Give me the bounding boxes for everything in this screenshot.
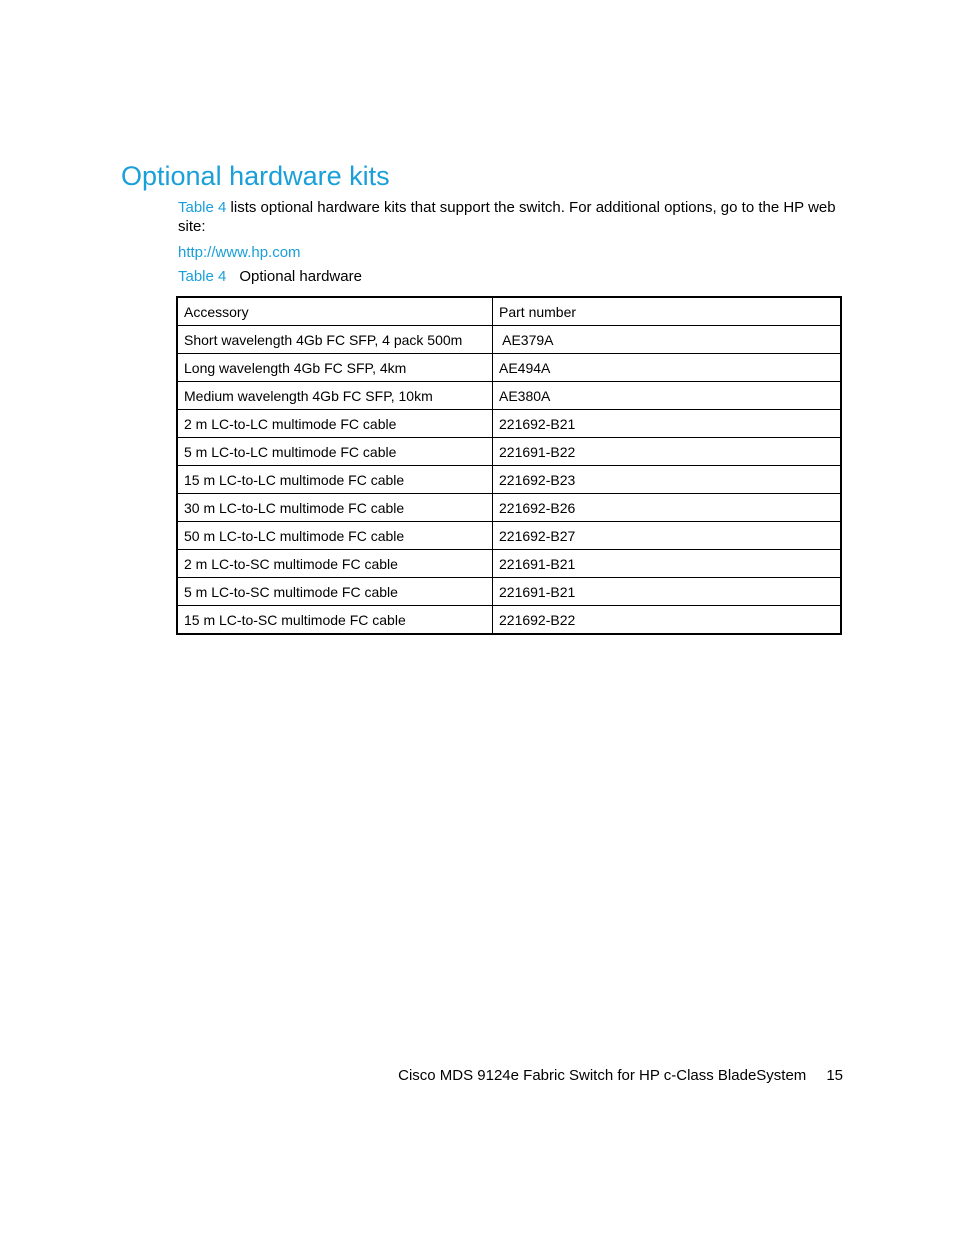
part-number-cell: AE494A bbox=[493, 354, 842, 382]
table-header-row bbox=[177, 297, 841, 326]
accessory-cell: 2 m LC-to-LC multimode FC cable bbox=[177, 410, 493, 438]
page-number: 15 bbox=[826, 1067, 843, 1084]
part-number-cell: 221691-B22 bbox=[493, 438, 842, 466]
accessory-cell: Short wavelength 4Gb FC SFP, 4 pack 500m bbox=[177, 326, 493, 354]
page-footer bbox=[398, 1066, 843, 1085]
accessory-cell: 5 m LC-to-SC multimode FC cable bbox=[177, 578, 493, 606]
table-reference-link[interactable]: Table 4 bbox=[178, 199, 227, 216]
table-row bbox=[177, 466, 841, 494]
part-number-cell: 221692-B22 bbox=[493, 606, 842, 635]
table-caption bbox=[178, 267, 362, 286]
table-caption-title: Optional hardware bbox=[239, 268, 362, 285]
accessory-cell: 50 m LC-to-LC multimode FC cable bbox=[177, 522, 493, 550]
part-number-cell: 221691-B21 bbox=[493, 550, 842, 578]
hp-website-link[interactable] bbox=[178, 243, 301, 262]
optional-hardware-table bbox=[176, 296, 842, 635]
column-header-accessory: Accessory bbox=[177, 297, 493, 326]
accessory-cell: 15 m LC-to-LC multimode FC cable bbox=[177, 466, 493, 494]
part-number-cell: AE379A bbox=[493, 326, 842, 354]
accessory-cell: Medium wavelength 4Gb FC SFP, 10km bbox=[177, 382, 493, 410]
column-header-part-number: Part number bbox=[493, 297, 842, 326]
accessory-cell: 2 m LC-to-SC multimode FC cable bbox=[177, 550, 493, 578]
intro-text: lists optional hardware kits that support the switch. For additional options, go to the HP web site: bbox=[178, 199, 836, 235]
table-row bbox=[177, 382, 841, 410]
table-row bbox=[177, 494, 841, 522]
table-row bbox=[177, 578, 841, 606]
footer-document-title: Cisco MDS 9124e Fabric Switch for HP c-Class BladeSystem bbox=[398, 1067, 807, 1084]
table-row bbox=[177, 326, 841, 354]
part-number-cell: 221692-B23 bbox=[493, 466, 842, 494]
accessory-cell: 5 m LC-to-LC multimode FC cable bbox=[177, 438, 493, 466]
part-number-cell: AE380A bbox=[493, 382, 842, 410]
hp-website-url[interactable]: http://www.hp.com bbox=[178, 244, 301, 261]
accessory-cell: Long wavelength 4Gb FC SFP, 4km bbox=[177, 354, 493, 382]
section-heading: Optional hardware kits bbox=[121, 161, 390, 191]
accessory-cell: 30 m LC-to-LC multimode FC cable bbox=[177, 494, 493, 522]
table-caption-number: Table 4 bbox=[178, 268, 227, 285]
part-number-cell: 221692-B26 bbox=[493, 494, 842, 522]
table-row bbox=[177, 550, 841, 578]
accessory-cell: 15 m LC-to-SC multimode FC cable bbox=[177, 606, 493, 635]
table-row bbox=[177, 606, 841, 635]
table-row bbox=[177, 410, 841, 438]
part-number-cell: 221691-B21 bbox=[493, 578, 842, 606]
table-row bbox=[177, 354, 841, 382]
table-row bbox=[177, 438, 841, 466]
intro-paragraph bbox=[178, 198, 842, 236]
table-row bbox=[177, 522, 841, 550]
part-number-cell: 221692-B21 bbox=[493, 410, 842, 438]
part-number-cell: 221692-B27 bbox=[493, 522, 842, 550]
